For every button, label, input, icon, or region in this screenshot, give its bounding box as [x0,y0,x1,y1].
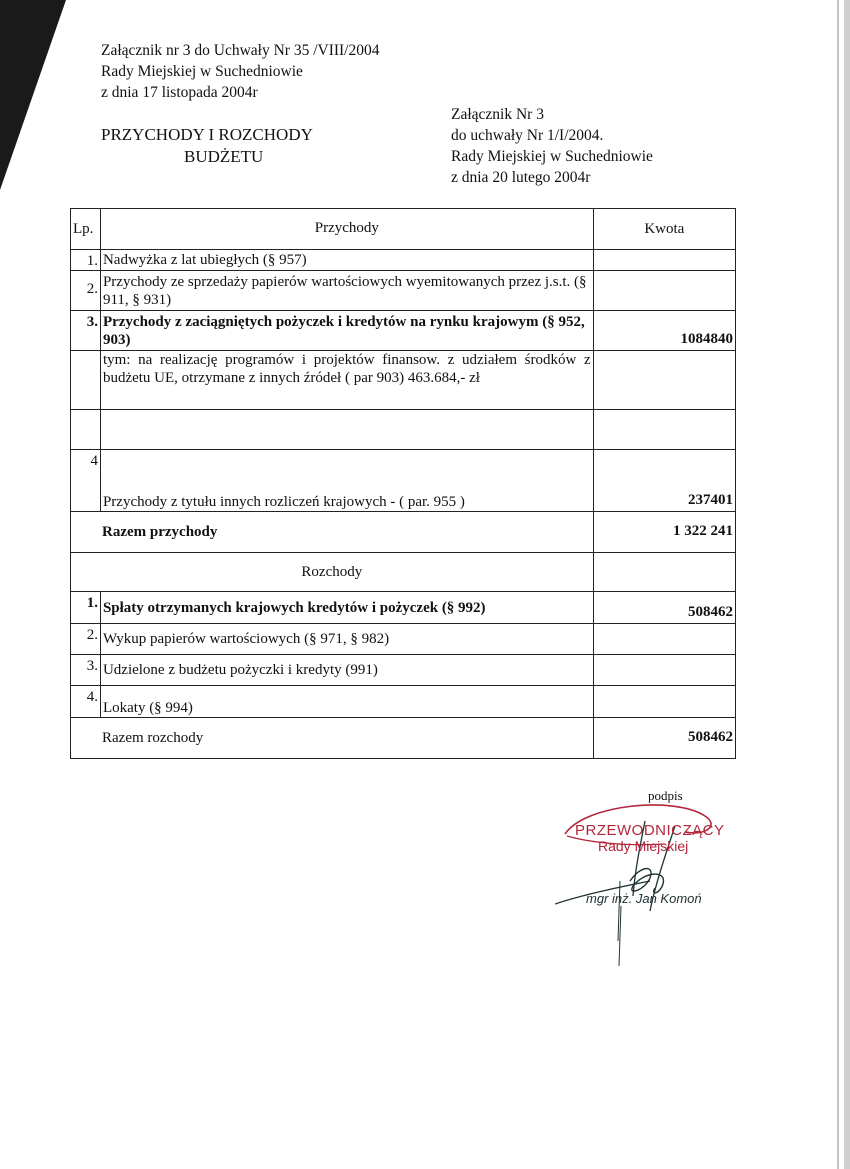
income-row-eu [71,351,736,410]
income-total-amount: 1 322 241 [593,512,735,553]
header-lp: Lp. [71,209,101,250]
income-total-row [71,512,736,553]
expense-row-4 [71,686,736,718]
income-desc: tym: na realizację programów i projektów finansow. z udziałem środków z budżetu UE, otrzymane z innych źródeł ( par 903) 463.684,- zł [100,351,593,410]
podpis-label: podpis [648,788,683,803]
income-total-label: Razem przychody [71,512,594,553]
header-left-line2: Rady Miejskiej w Suchedniowie [101,63,303,80]
rozchody-section-label: Rozchody [71,553,594,592]
income-row-2 [71,271,736,311]
income-lp: 1. [71,250,101,271]
income-amount: 237401 [593,450,735,512]
income-amount [593,250,735,271]
expense-row-3 [71,655,736,686]
header-left-line1: Załącznik nr 3 do Uchwały Nr 35 /VIII/2004 [101,42,380,59]
attachment-header-left [101,40,380,103]
income-row-empty [71,410,736,450]
expense-lp: 3. [71,655,101,686]
expense-amount [593,624,735,655]
expense-total-row [71,718,736,759]
income-desc: Nadwyżka z lat ubiegłych (§ 957) [100,250,593,271]
expense-lp: 1. [71,592,101,624]
header-right-line4: z dnia 20 lutego 2004r [451,169,591,186]
income-lp: 4 [71,450,101,512]
income-desc: Przychody ze sprzedaży papierów wartościowych wyemitowanych przez j.s.t. (§ 911, § 931) [100,271,593,311]
table-header-row [71,209,736,250]
expense-amount [593,655,735,686]
expense-desc: Udzielone z budżetu pożyczki i kredyty (991) [100,655,593,686]
expense-amount: 508462 [593,592,735,624]
handwritten-signature [555,786,755,976]
header-kwota: Kwota [593,209,735,250]
attachment-header-right [451,104,653,188]
income-lp [71,351,101,410]
expense-row-1 [71,592,736,624]
income-amount: 1084840 [593,311,735,351]
expense-row-2 [71,624,736,655]
signatory-name: mgr inż. Jan Komoń [586,891,702,906]
expense-desc: Wykup papierów wartościowych (§ 971, § 982) [100,624,593,655]
expense-total-amount: 508462 [593,718,735,759]
income-lp: 2. [71,271,101,311]
header-right-line2: do uchwały Nr 1/I/2004. [451,127,604,144]
scan-edge-shadow [0,0,70,200]
header-right-line3: Rady Miejskiej w Suchedniowie [451,148,653,165]
income-desc: Przychody z tytułu innych rozliczeń krajowych - ( par. 955 ) [100,450,593,512]
income-amount [593,351,735,410]
expense-desc: Lokaty (§ 994) [100,686,593,718]
expense-desc: Spłaty otrzymanych krajowych kredytów i pożyczek (§ 992) [100,592,593,624]
income-desc: Przychody z zaciągniętych pożyczek i kredytów na rynku krajowym (§ 952, 903) [100,311,593,351]
header-przychody: Przychody [100,209,593,250]
rozchody-section-row [71,553,736,592]
title-line1: PRZYCHODY I ROZCHODY [101,125,313,144]
budget-table [70,208,736,759]
expense-total-label: Razem rozchody [71,718,594,759]
header-right-line1: Załącznik Nr 3 [451,106,544,123]
income-amount [593,271,735,311]
income-row-1 [71,250,736,271]
stamp-title: PRZEWODNICZĄCY [575,822,725,839]
document-title [101,124,313,168]
stamp-subtitle: Rady Miejskiej [598,838,689,854]
income-row-4 [71,450,736,512]
title-line2: BUDŻETU [184,147,264,166]
expense-amount [593,686,735,718]
expense-lp: 4. [71,686,101,718]
income-row-3 [71,311,736,351]
expense-lp: 2. [71,624,101,655]
scan-right-edge [826,0,850,1169]
income-lp: 3. [71,311,101,351]
header-left-line3: z dnia 17 listopada 2004r [101,84,258,101]
